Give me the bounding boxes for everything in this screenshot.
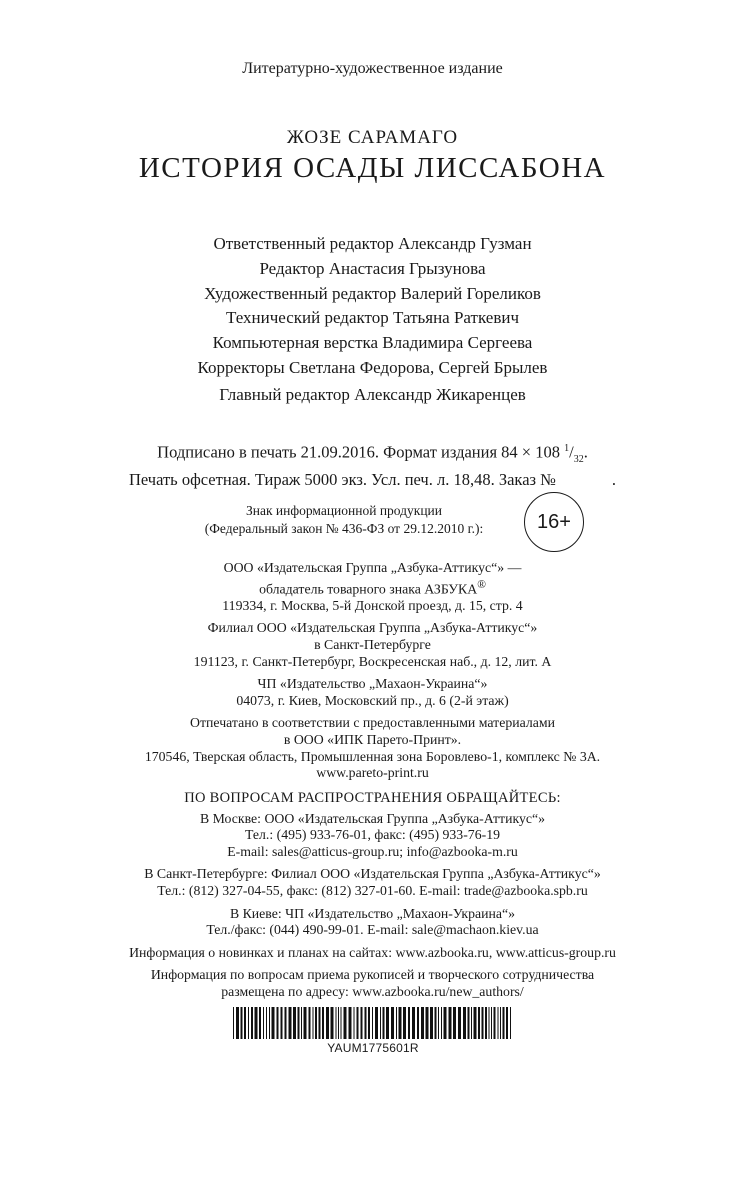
barcode-bar xyxy=(375,1007,378,1039)
print-info-line1: Подписано в печать 21.09.2016. Формат издания 84 × 108 $^1/_{32}$. xyxy=(157,442,588,465)
barcode-bar xyxy=(365,1007,367,1039)
barcode-bar xyxy=(383,1007,385,1039)
manuscripts-info: Информация по вопросам приема рукописей и творческого сотрудничества xyxy=(150,967,595,983)
distribution-info xyxy=(0,790,745,1001)
distribution-moscow-line: E-mail: sales@atticus-group.ru; info@azbooka-m.ru xyxy=(227,843,518,859)
barcode-bar xyxy=(438,1007,439,1039)
publisher-spb-line: Филиал ООО «Издательская Группа „Азбука-Аттикус“» xyxy=(207,620,538,636)
barcode-bar xyxy=(313,1007,314,1039)
chief-editor: Главный редактор Александр Жикаренцев xyxy=(219,385,526,404)
barcode-bar xyxy=(471,1007,472,1039)
barcode-bar xyxy=(336,1007,337,1039)
book-title: ИСТОРИЯ ОСАДЫ ЛИССАБОНА xyxy=(138,152,607,184)
barcode-bar xyxy=(510,1007,511,1039)
barcode-number: YAUM1775601R xyxy=(327,1041,419,1055)
print-info-line2: Печать офсетная. Тираж 5000 экз. Усл. печ. л. 18,48. Заказ № . xyxy=(128,469,617,489)
barcode-bar xyxy=(309,1007,311,1039)
barcode-bar xyxy=(293,1007,296,1039)
genre-label: Литературно-художественное издание xyxy=(242,60,503,77)
barcode-bar xyxy=(331,1007,334,1039)
barcode-bar xyxy=(233,1007,234,1039)
staff-line: Ответственный редактор Александр Гузман xyxy=(213,234,532,253)
barcode-bar xyxy=(482,1007,484,1039)
printer-line: Отпечатано в соответствии с предоставленными материалами xyxy=(190,715,555,731)
barcode-bar xyxy=(399,1007,402,1039)
barcode-bar xyxy=(506,1007,508,1039)
distribution-spb-line: В Санкт-Петербурге: Филиал ООО «Издательская Группа „Азбука-Аттикус“» xyxy=(144,866,601,882)
barcode-bar xyxy=(289,1007,292,1039)
barcode-bar xyxy=(357,1007,359,1039)
publisher-kiev-line: 04073, г. Киев, Московский пр., д. 6 (2-й этаж) xyxy=(236,692,509,708)
barcode-bar xyxy=(236,1007,239,1039)
barcode-bar xyxy=(386,1007,389,1039)
barcode-bar xyxy=(315,1007,317,1039)
news-info: Информация о новинках и планах на сайтах: www.azbooka.ru, www.atticus-group.ru xyxy=(129,944,616,960)
printer-line: 170546, Тверская область, Промышленная зона Боровлево-1, комплекс № 3А. xyxy=(144,748,601,764)
manuscripts-info: размещена по адресу: www.azbooka.ru/new_authors/ xyxy=(221,983,524,999)
barcode-bar xyxy=(349,1007,352,1039)
staff-line: Художественный редактор Валерий Гореликов xyxy=(204,283,541,303)
staff-line: Редактор Анастасия Грызунова xyxy=(259,258,486,278)
distribution-moscow-line: Тел.: (495) 933-76-01, факс: (495) 933-76-19 xyxy=(245,827,500,843)
distribution-kiev-line: В Киеве: ЧП «Издательство „Махаон-Украина“» xyxy=(229,905,516,921)
barcode-bar xyxy=(319,1007,321,1039)
barcode-bar xyxy=(408,1007,410,1039)
barcode-bar xyxy=(322,1007,324,1039)
barcode-bar xyxy=(341,1007,342,1039)
barcode-bar xyxy=(449,1007,452,1039)
publisher-moscow-line: ООО «Издательская Группа „Азбука-Аттикус“» — xyxy=(223,560,522,575)
publisher-spb-line: 191123, г. Санкт-Петербург, Воскресенская наб., д. 12, лит. А xyxy=(193,653,552,669)
publisher-info xyxy=(0,560,745,782)
barcode-bar xyxy=(272,1007,275,1039)
barcode-bar xyxy=(478,1007,480,1039)
author-name: ЖОЗЕ САРАМАГО xyxy=(286,127,459,148)
barcode-bar xyxy=(326,1007,329,1039)
barcode-bar xyxy=(255,1007,258,1039)
barcode-bar xyxy=(503,1007,505,1039)
barcode-bar xyxy=(301,1007,302,1039)
barcode-bar xyxy=(368,1007,370,1039)
barcode-bar xyxy=(491,1007,492,1039)
barcode-bar xyxy=(251,1007,253,1039)
barcode-bar xyxy=(248,1007,249,1039)
fraction-denominator: 32 xyxy=(573,453,584,465)
age-rating-badge: 16+ xyxy=(524,492,584,552)
barcode-bar xyxy=(474,1007,477,1039)
barcode-bar xyxy=(421,1007,424,1039)
barcode-bar xyxy=(485,1007,487,1039)
barcode xyxy=(233,1007,513,1039)
barcode-bar xyxy=(266,1007,267,1039)
editorial-staff xyxy=(0,232,745,381)
barcode-bar xyxy=(263,1007,264,1039)
barcode-bar xyxy=(277,1007,279,1039)
staff-line: Компьютерная верстка Владимира Сергеева xyxy=(212,333,533,353)
barcode-bar xyxy=(285,1007,287,1039)
barcode-bar xyxy=(269,1007,270,1039)
staff-line: Технический редактор Татьяна Раткевич xyxy=(225,308,520,328)
barcode-bar xyxy=(281,1007,283,1039)
barcode-bar xyxy=(396,1007,397,1039)
barcode-bar xyxy=(468,1007,470,1039)
barcode-bar xyxy=(435,1007,437,1039)
barcode-bar xyxy=(500,1007,501,1039)
barcode-bar xyxy=(344,1007,347,1039)
barcode-bar xyxy=(494,1007,496,1039)
publisher-kiev-line: ЧП «Издательство „Махаон-Украина“» xyxy=(257,676,488,692)
publisher-moscow-line: обладатель товарного знака АЗБУКА® xyxy=(259,578,486,597)
fraction-numerator: 1 xyxy=(564,443,570,454)
barcode-bar xyxy=(453,1007,456,1039)
barcode-bar xyxy=(489,1007,490,1039)
distribution-kiev-line: Тел./факс: (044) 490-99-01. E-mail: sale@machaon.kiev.ua xyxy=(206,922,539,938)
barcode-bar xyxy=(417,1007,419,1039)
barcode-bar xyxy=(241,1007,243,1039)
barcode-bar xyxy=(498,1007,499,1039)
barcode-bar xyxy=(298,1007,300,1039)
barcode-bar xyxy=(426,1007,429,1039)
barcode-bar xyxy=(380,1007,381,1039)
barcode-bar xyxy=(403,1007,406,1039)
barcode-bar xyxy=(412,1007,415,1039)
barcode-bar xyxy=(391,1007,394,1039)
barcode-bar xyxy=(430,1007,433,1039)
distribution-moscow-line: В Москве: ООО «Издательская Группа „Азбука-Аттикус“» xyxy=(199,810,545,826)
printer-website: www.pareto-print.ru xyxy=(316,765,429,781)
barcode-bar xyxy=(244,1007,246,1039)
info-sign-text: Знак информационной продукции (Федеральный закон № 436-ФЗ от 29.12.2010 г.): xyxy=(204,503,484,536)
barcode-bar xyxy=(354,1007,355,1039)
staff-line: Корректоры Светлана Федорова, Сергей Брылев xyxy=(197,357,548,377)
barcode-bar xyxy=(338,1007,339,1039)
barcode-bar xyxy=(458,1007,461,1039)
distribution-heading: ПО ВОПРОСАМ РАСПРОСТРАНЕНИЯ ОБРАЩАЙТЕСЬ: xyxy=(184,790,561,806)
registered-mark: ® xyxy=(477,578,486,591)
barcode-bar xyxy=(372,1007,373,1039)
distribution-spb-line: Тел.: (812) 327-04-55, факс: (812) 327-01-60. E-mail: trade@azbooka.spb.ru xyxy=(157,882,588,898)
barcode-bar xyxy=(444,1007,447,1039)
publisher-spb-line: в Санкт-Петербурге xyxy=(314,636,431,652)
barcode-bar xyxy=(463,1007,466,1039)
print-info xyxy=(0,439,745,490)
barcode-bar xyxy=(441,1007,442,1039)
barcode-bar xyxy=(259,1007,261,1039)
barcode-bar xyxy=(361,1007,363,1039)
barcode-bar xyxy=(304,1007,307,1039)
printer-line: в ООО «ИПК Парето-Принт». xyxy=(283,731,462,747)
publisher-moscow-line: 119334, г. Москва, 5-й Донской проезд, д. 15, стр. 4 xyxy=(222,597,523,613)
